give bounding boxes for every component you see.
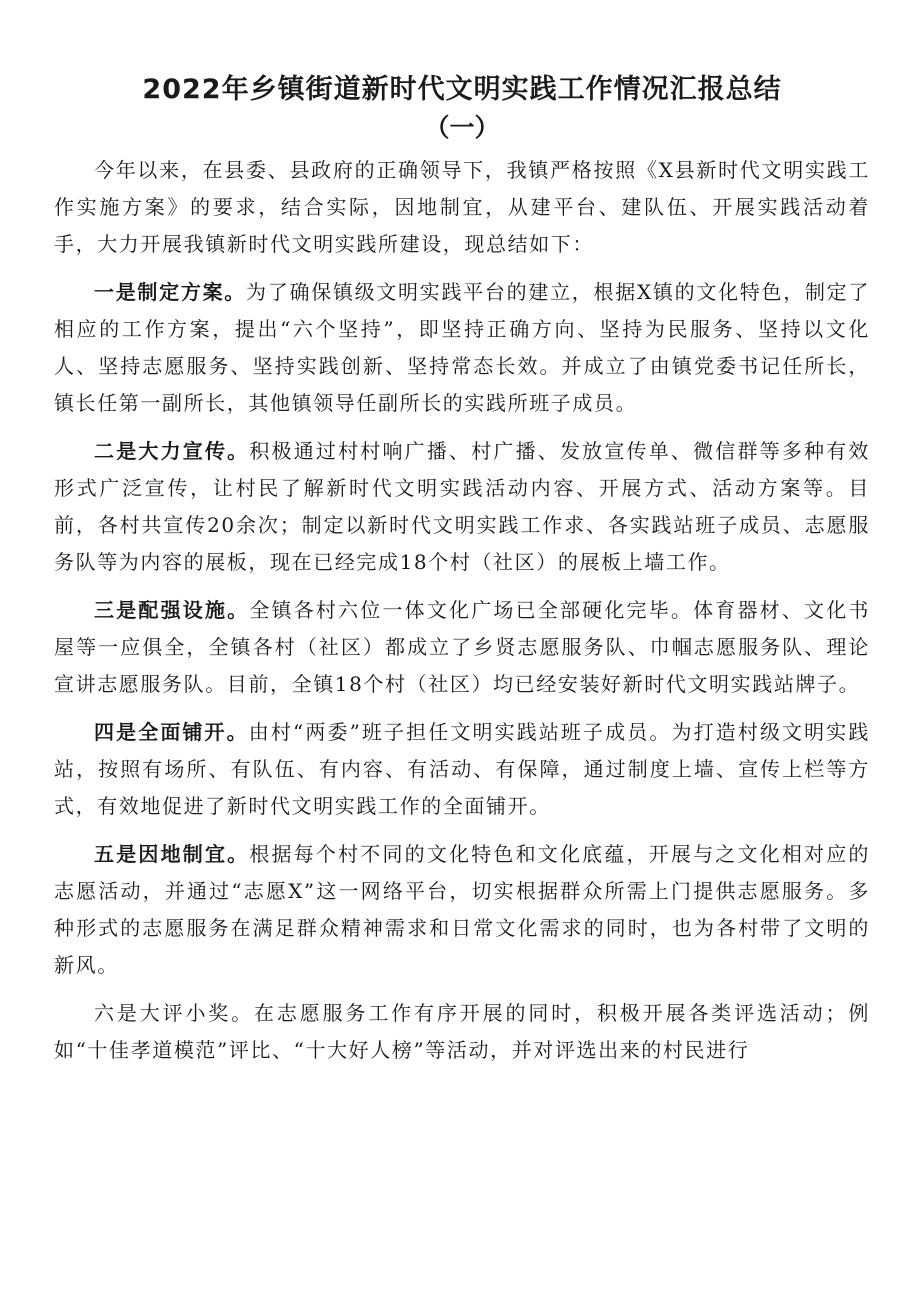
section-paragraph [54, 274, 870, 422]
section-text: 为了确保镇级文明实践平台的建立，根据X镇的文化特色，制定了相应的工作方案，提出“六个坚持”，即坚持正确方向、坚持为民服务、坚持以文化人、坚持志愿服务、坚持实践创新、坚持常态长效。并成立了由镇党委书记任所长，镇长任第一副所长，其他镇领导任副所长的实践所班子成员。 [54, 280, 870, 415]
section-lead: 四是全面铺开。 [94, 720, 249, 744]
section-text: 根据每个村不同的文化特色和文化底蕴，开展与之文化相对应的志愿活动，并通过“志愿X”这一网络平台，切实根据群众所需上门提供志愿服务。多种形式的志愿服务在满足群众精神需求和日常文化需求的同时，也为各村带了文明的新风。 [54, 842, 870, 977]
section-text: 积极通过村村响广播、村广播、发放宣传单、微信群等多种有效形式广泛宣传，让村民了解新时代文明实践活动内容、开展方式、活动方案等。目前，各村共宣传20余次；制定以新时代文明实践工作求、各实践站班子成员、志愿服务队等为内容的展板，现在已经完成18个村（社区）的展板上墙工作。 [54, 439, 870, 574]
section-paragraph [54, 433, 870, 581]
document-subtitle: （一） [424, 113, 500, 142]
document-title: 2022年乡镇街道新时代文明实践工作情况汇报总结 [142, 74, 782, 105]
section-lead: 三是配强设施。 [94, 598, 250, 622]
section-text: 全镇各村六位一体文化广场已全部硬化完毕。体育器材、文化书屋等一应俱全，全镇各村（社区）都成立了乡贤志愿服务队、巾帼志愿服务队、理论宣讲志愿服务队。目前，全镇18个村（社区）均已经安装好新时代文明实践站牌子。 [54, 598, 870, 696]
section-paragraph [54, 714, 870, 825]
last-paragraph: 六是大评小奖。在志愿服务工作有序开展的同时，积极开展各类评选活动；例如“十佳孝道模范”评比、“十大好人榜”等活动，并对评选出来的村民进行 [54, 1001, 870, 1062]
section-lead: 一是制定方案。 [94, 280, 247, 304]
intro-paragraph: 今年以来，在县委、县政府的正确领导下，我镇严格按照《X县新时代文明实践工作实施方案》的要求，结合实际，因地制宜，从建平台、建队伍、开展实践活动着手，大力开展我镇新时代文明实践所建设，现总结如下： [54, 158, 870, 256]
section-lead: 五是因地制宜。 [94, 842, 250, 866]
section-paragraph [54, 836, 870, 984]
section-text: 由村“两委”班子担任文明实践站班子成员。为打造村级文明实践站，按照有场所、有队伍、有内容、有活动、有保障，通过制度上墙、宣传上栏等方式，有效地促进了新时代文明实践工作的全面铺开。 [54, 720, 870, 818]
document-page [54, 70, 870, 1069]
section-lead: 二是大力宣传。 [94, 439, 250, 463]
section-paragraph [54, 592, 870, 703]
